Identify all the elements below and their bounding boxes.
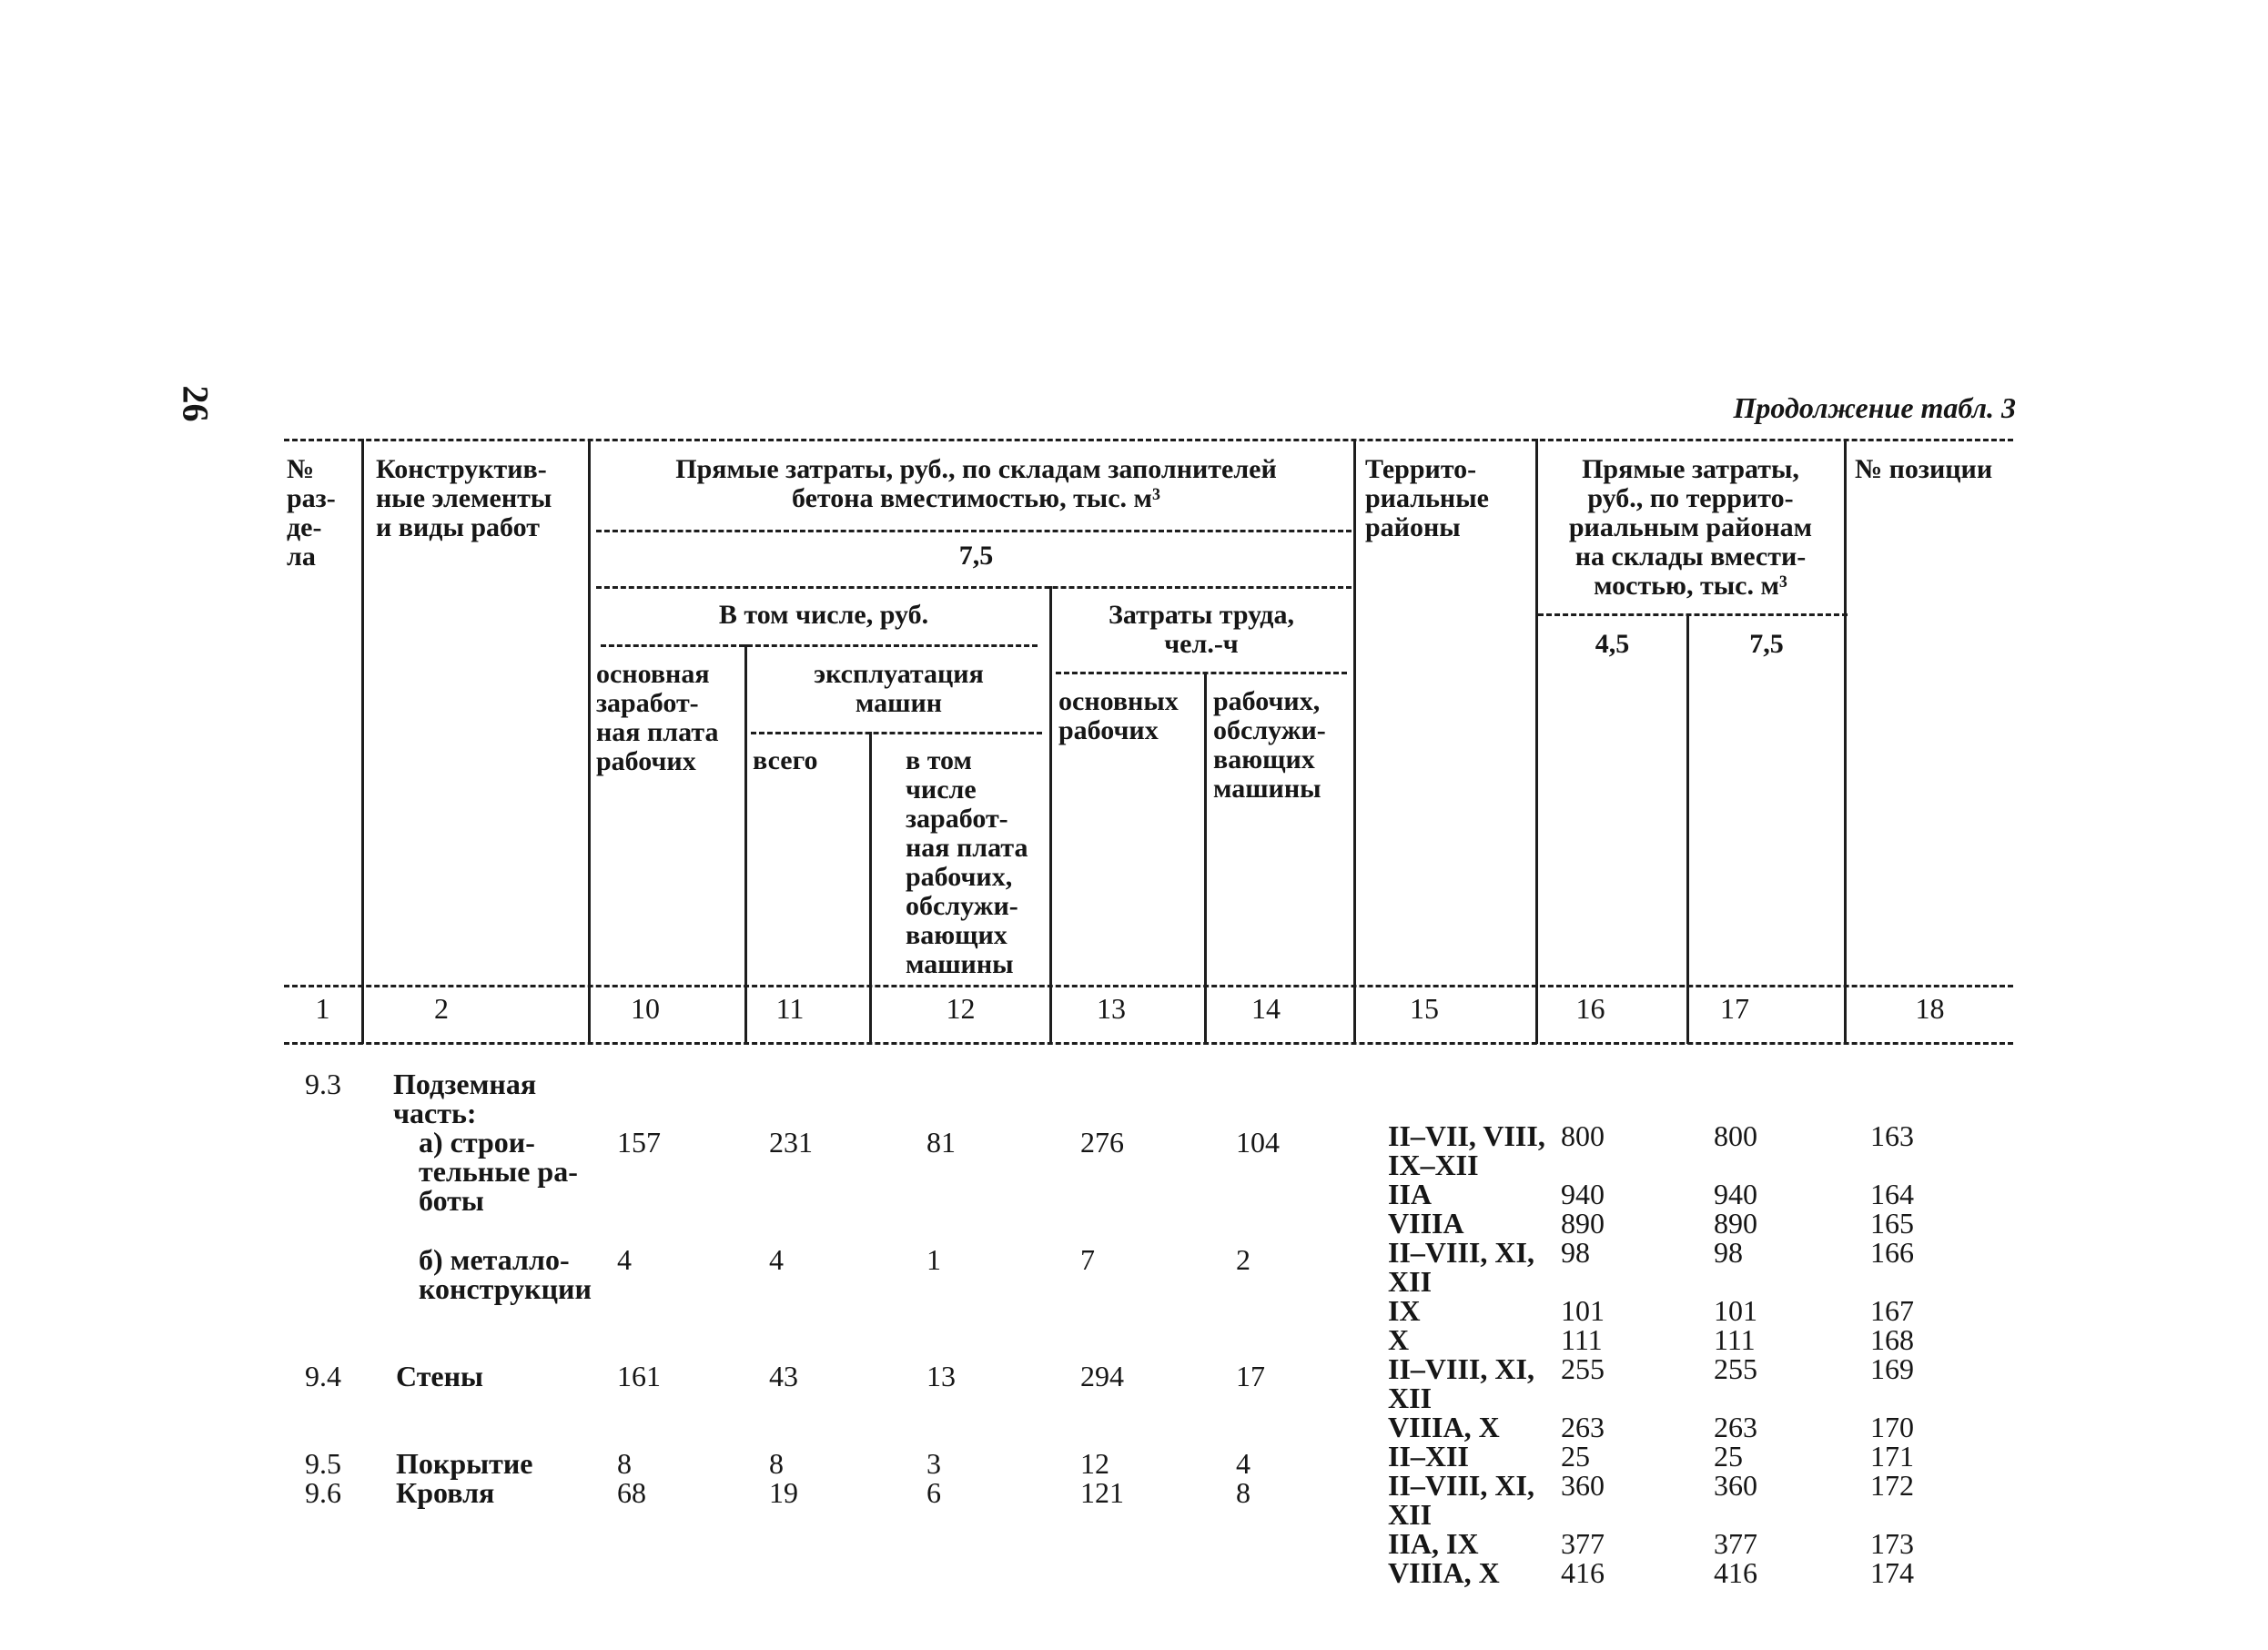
header-main-workers: основных рабочих bbox=[1058, 686, 1179, 745]
cell-c11: 8 bbox=[769, 1447, 784, 1480]
section-number: 9.5 bbox=[305, 1447, 341, 1480]
cell-c16: 800 bbox=[1561, 1119, 1605, 1152]
cell-c16: 416 bbox=[1561, 1556, 1605, 1589]
region: VIIIA, X bbox=[1388, 1556, 1500, 1589]
cell-c16: 263 bbox=[1561, 1411, 1605, 1443]
cell-c17: 360 bbox=[1714, 1469, 1757, 1502]
header-incl-rub: В том числе, руб. bbox=[718, 600, 929, 630]
region: II–VIII, XI, XII bbox=[1388, 1352, 1534, 1414]
col-number: 17 bbox=[1720, 992, 1749, 1025]
section-number: 9.4 bbox=[305, 1360, 341, 1392]
cell-c10: 4 bbox=[617, 1243, 632, 1276]
cell-c11: 43 bbox=[769, 1360, 798, 1392]
col-number: 1 bbox=[315, 992, 330, 1025]
cell-c12: 1 bbox=[926, 1243, 941, 1276]
region: IIA, IX bbox=[1388, 1527, 1479, 1560]
region: X bbox=[1388, 1323, 1410, 1356]
rule bbox=[601, 644, 1038, 647]
section-number: 9.3 bbox=[305, 1068, 341, 1100]
table-caption: Продолжение табл. 3 bbox=[1733, 391, 2016, 424]
cell-c13: 276 bbox=[1080, 1126, 1124, 1159]
cell-c14: 2 bbox=[1236, 1243, 1250, 1276]
cell-c16: 25 bbox=[1561, 1440, 1590, 1473]
col-divider bbox=[588, 439, 591, 1044]
cell-c14: 104 bbox=[1236, 1126, 1280, 1159]
header-cap-75: 7,5 bbox=[1749, 629, 1784, 659]
cell-c13: 294 bbox=[1080, 1360, 1124, 1392]
cell-c12: 81 bbox=[926, 1126, 956, 1159]
cell-c13: 121 bbox=[1080, 1476, 1124, 1509]
col-divider bbox=[1204, 672, 1207, 1044]
cell-c17: 111 bbox=[1714, 1323, 1756, 1356]
cell-c18: 173 bbox=[1870, 1527, 1914, 1560]
col-number: 16 bbox=[1575, 992, 1605, 1025]
header-bottom-rule bbox=[284, 985, 2013, 987]
col-divider bbox=[1844, 439, 1847, 1044]
cell-c17: 800 bbox=[1714, 1119, 1757, 1152]
page-number: 26 bbox=[175, 385, 217, 422]
region: IX bbox=[1388, 1294, 1421, 1327]
cell-c12: 6 bbox=[926, 1476, 941, 1509]
cell-c18: 174 bbox=[1870, 1556, 1914, 1589]
cell-c17: 255 bbox=[1714, 1352, 1757, 1385]
region: II–VIII, XI, XII bbox=[1388, 1469, 1534, 1531]
header-labor: Затраты труда, чел.-ч bbox=[1109, 600, 1294, 659]
cell-c18: 164 bbox=[1870, 1178, 1914, 1210]
cell-c11: 231 bbox=[769, 1126, 813, 1159]
cell-c18: 172 bbox=[1870, 1469, 1914, 1502]
cell-c17: 940 bbox=[1714, 1178, 1757, 1210]
cell-c12: 13 bbox=[926, 1360, 956, 1392]
col-divider bbox=[1353, 439, 1356, 1044]
rule bbox=[596, 530, 1352, 532]
col-number: 18 bbox=[1915, 992, 1945, 1025]
cell-c18: 167 bbox=[1870, 1294, 1914, 1327]
header-capacity: 7,5 bbox=[958, 541, 994, 571]
header-regional-costs: Прямые затраты, руб., по террито- риальным районам на склады вмести- мостью, тыс. м³ bbox=[1568, 454, 1813, 601]
element-name: б) металло- конструкции bbox=[419, 1243, 592, 1305]
col-number: 14 bbox=[1251, 992, 1281, 1025]
header-direct-costs: Прямые затраты, руб., по складам заполнителей бетона вместимостью, тыс. м³ bbox=[675, 454, 1277, 513]
col-number: 15 bbox=[1410, 992, 1439, 1025]
cell-c11: 19 bbox=[769, 1476, 798, 1509]
element-name: Стены bbox=[396, 1360, 484, 1392]
cell-c14: 17 bbox=[1236, 1360, 1265, 1392]
rule bbox=[1056, 672, 1347, 674]
cell-c10: 68 bbox=[617, 1476, 646, 1509]
cell-c10: 8 bbox=[617, 1447, 632, 1480]
region: VIIIA bbox=[1388, 1207, 1464, 1240]
col-number: 10 bbox=[631, 992, 660, 1025]
region: VIIIA, X bbox=[1388, 1411, 1500, 1443]
header-section-no: № раз- де- ла bbox=[287, 454, 336, 572]
numbers-bottom-rule bbox=[284, 1042, 2013, 1045]
cell-c17: 25 bbox=[1714, 1440, 1743, 1473]
cell-c16: 111 bbox=[1561, 1323, 1603, 1356]
region: II–XII bbox=[1388, 1440, 1469, 1473]
rule bbox=[751, 732, 1042, 734]
cell-c17: 101 bbox=[1714, 1294, 1757, 1327]
cell-c12: 3 bbox=[926, 1447, 941, 1480]
rule bbox=[1538, 613, 1848, 616]
cell-c14: 8 bbox=[1236, 1476, 1250, 1509]
header-cap-45: 4,5 bbox=[1595, 629, 1630, 659]
cell-c16: 940 bbox=[1561, 1178, 1605, 1210]
cell-c10: 161 bbox=[617, 1360, 661, 1392]
col-divider bbox=[1686, 613, 1689, 1044]
region: II–VII, VIII, IX–XII bbox=[1388, 1119, 1545, 1181]
header-base-wage: основная заработ- ная плата рабочих bbox=[596, 659, 719, 776]
header-total: всего bbox=[753, 745, 818, 775]
region: IIA bbox=[1388, 1178, 1433, 1210]
section-number: 9.6 bbox=[305, 1476, 341, 1509]
col-number: 2 bbox=[434, 992, 449, 1025]
rule bbox=[596, 586, 1352, 589]
header-regions: Террито- риальные районы bbox=[1365, 454, 1489, 542]
header-machine-ops: эксплуатация машин bbox=[814, 659, 984, 718]
cell-c18: 169 bbox=[1870, 1352, 1914, 1385]
col-divider bbox=[1049, 586, 1052, 1044]
cell-c17: 890 bbox=[1714, 1207, 1757, 1240]
cell-c17: 416 bbox=[1714, 1556, 1757, 1589]
cell-c18: 170 bbox=[1870, 1411, 1914, 1443]
header-elements: Конструктив- ные элементы и виды работ bbox=[376, 454, 552, 542]
region: II–VIII, XI, XII bbox=[1388, 1236, 1534, 1298]
cell-c16: 890 bbox=[1561, 1207, 1605, 1240]
col-divider bbox=[744, 644, 747, 1044]
element-name: Кровля bbox=[396, 1476, 495, 1509]
cell-c18: 171 bbox=[1870, 1440, 1914, 1473]
header-incl-wage: в том числе заработ- ная плата рабочих, обслужи- вающих машины bbox=[906, 745, 1028, 979]
cell-c16: 101 bbox=[1561, 1294, 1605, 1327]
cell-c11: 4 bbox=[769, 1243, 784, 1276]
cell-c16: 360 bbox=[1561, 1469, 1605, 1502]
element-name: Подземная часть: bbox=[393, 1068, 537, 1129]
cell-c18: 163 bbox=[1870, 1119, 1914, 1152]
cell-c18: 166 bbox=[1870, 1236, 1914, 1269]
col-number: 12 bbox=[946, 992, 976, 1025]
cell-c16: 98 bbox=[1561, 1236, 1590, 1269]
cell-c17: 98 bbox=[1714, 1236, 1743, 1269]
cell-c14: 4 bbox=[1236, 1447, 1250, 1480]
cell-c16: 255 bbox=[1561, 1352, 1605, 1385]
header-position: № позиции bbox=[1855, 454, 1993, 484]
element-name: Покрытие bbox=[396, 1447, 533, 1480]
col-divider bbox=[361, 439, 364, 1044]
col-number: 11 bbox=[775, 992, 805, 1025]
element-name: а) строи- тельные ра- боты bbox=[419, 1126, 578, 1217]
top-rule bbox=[284, 439, 2013, 441]
cell-c13: 7 bbox=[1080, 1243, 1095, 1276]
col-number: 13 bbox=[1097, 992, 1126, 1025]
cell-c18: 168 bbox=[1870, 1323, 1914, 1356]
cell-c10: 157 bbox=[617, 1126, 661, 1159]
header-machine-workers: рабочих, обслужи- вающих машины bbox=[1213, 686, 1326, 804]
cell-c17: 263 bbox=[1714, 1411, 1757, 1443]
cell-c17: 377 bbox=[1714, 1527, 1757, 1560]
cell-c18: 165 bbox=[1870, 1207, 1914, 1240]
cell-c16: 377 bbox=[1561, 1527, 1605, 1560]
cell-c13: 12 bbox=[1080, 1447, 1109, 1480]
